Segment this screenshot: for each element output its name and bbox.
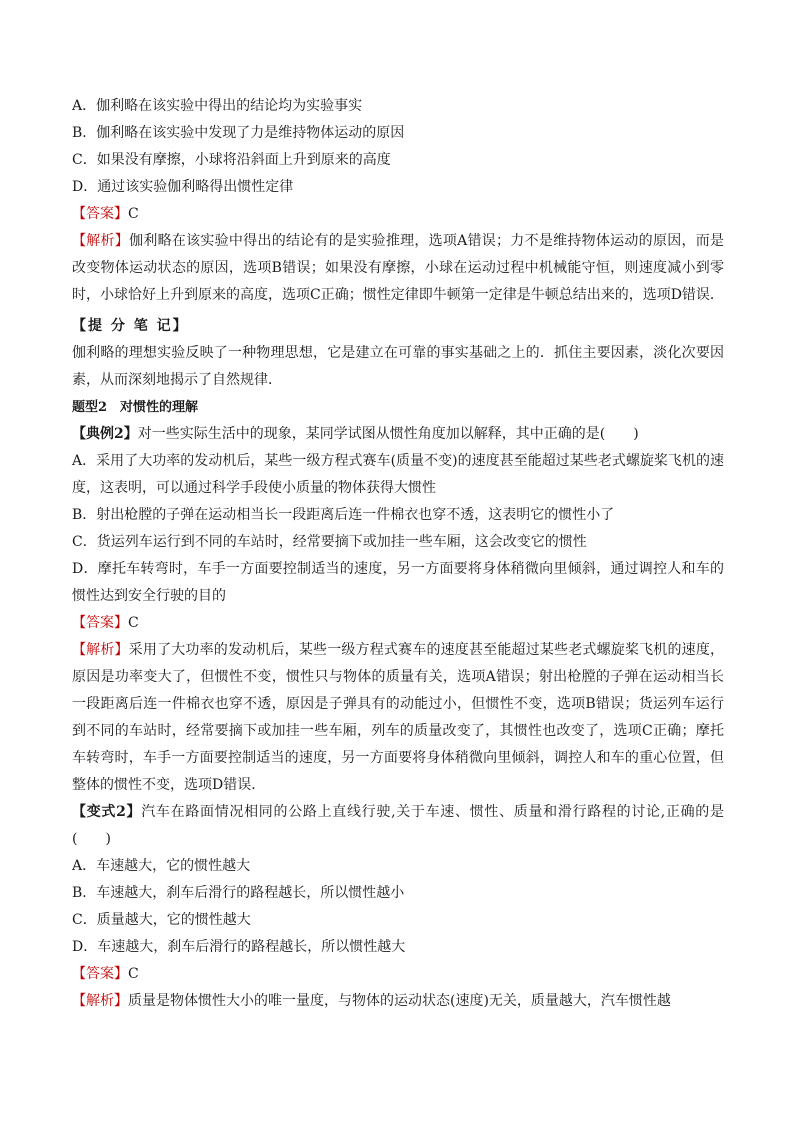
document-page xyxy=(72,93,724,1015)
example2-stem xyxy=(72,421,724,448)
notes-text: 伽利略的理想实验反映了一种物理思想，它是建立在可靠的事实基础之上的．抓住主要因素，淡化次要因素，从而深刻地揭示了自然规律． xyxy=(72,345,724,388)
variant2-option-b: B．车速越大，刹车后滑行的路程越长，所以惯性越小 xyxy=(72,885,405,901)
variant2-option-c: C．质量越大，它的惯性越大 xyxy=(72,912,251,928)
example2-option-b: B．射出枪膛的子弹在运动相当长一段距离后连一件棉衣也穿不透，这表明它的惯性小了 xyxy=(72,507,615,523)
variant2-option-d: D．车速越大，刹车后滑行的路程越长，所以惯性越大 xyxy=(72,939,406,955)
variant2-answer-value: C xyxy=(128,966,139,982)
example2-option-d: D．摩托车转弯时，车手一方面要控制适当的速度，另一方面要将身体稍微向里倾斜，通过调控人和车的惯性达到安全行驶的目的 xyxy=(72,561,724,604)
q1-analysis-label: 【解析】 xyxy=(72,233,130,249)
q1-option-d: D．通过该实验伽利略得出惯性定律 xyxy=(72,179,294,195)
variant2-analysis xyxy=(72,988,724,1015)
q1-option-c: C．如果没有摩擦，小球将沿斜面上升到原来的高度 xyxy=(72,152,391,168)
notes-heading: 【提 分 笔 记】 xyxy=(72,318,189,334)
example2-label: 【典例2】 xyxy=(72,426,138,442)
variant2-stem xyxy=(72,799,724,853)
variant2-answer xyxy=(72,961,724,988)
variant2-stem-text: 汽车在路面情况相同的公路上直线行驶,关于车速、惯性、质量和滑行路程的讨论,正确的是( ) xyxy=(72,804,724,847)
variant2-option-a: A．车速越大，它的惯性越大 xyxy=(72,858,251,874)
example2-option-a: A．采用了大功率的发动机后，某些一级方程式赛车(质量不变)的速度甚至能超过某些老式螺旋桨飞机的速度，这表明，可以通过科学手段使小质量的物体获得大惯性 xyxy=(72,453,724,496)
example2-answer xyxy=(72,610,724,637)
q1-option-a: A．伽利略在该实验中得出的结论均为实验事实 xyxy=(72,98,363,114)
section-2-title: 题型2 对惯性的理解 xyxy=(72,400,199,415)
example2-option-c: C．货运列车运行到不同的车站时，经常要摘下或加挂一些车厢，这会改变它的惯性 xyxy=(72,534,587,550)
example2-answer-value: C xyxy=(128,615,139,631)
q1-answer-value: C xyxy=(128,206,139,222)
variant2-label: 【变式2】 xyxy=(72,804,142,820)
example2-analysis-label: 【解析】 xyxy=(72,642,129,658)
example2-analysis-text: 采用了大功率的发动机后，某些一级方程式赛车的速度甚至能超过某些老式螺旋桨飞机的速度，原因是功率变大了，但惯性不变，惯性只与物体的质量有关，选项A错误；射出枪膛的子弹在运动相当长一段距离后连一件棉衣也穿不透，原因是子弹具有的动能过小，但惯性不变，选项B错误；货运列车运行到不同的车站时，经常要摘下或加挂一些车厢，列车的质量改变了，其惯性也改变了，选项C正确；摩托车转弯时，车手一方面要控制适当的速度，另一方面要将身体稍微向里倾斜，调控人和车的重心位置，但整体的惯性不变，选项D错误． xyxy=(72,642,725,793)
example2-stem-text: 对一些实际生活中的现象，某同学试图从惯性角度加以解释，其中正确的是( ) xyxy=(137,426,639,442)
q1-analysis xyxy=(72,228,724,309)
variant2-analysis-text: 质量是物体惯性大小的唯一量度，与物体的运动状态(速度)无关，质量越大，汽车惯性越 xyxy=(128,993,671,1009)
q1-answer xyxy=(72,201,724,228)
q1-option-b: B．伽利略在该实验中发现了力是维持物体运动的原因 xyxy=(72,125,405,141)
variant2-analysis-label: 【解析】 xyxy=(72,993,128,1009)
example2-analysis xyxy=(72,637,724,799)
example2-answer-label: 【答案】 xyxy=(72,615,128,631)
q1-analysis-text: 伽利略在该实验中得出的结论有的是实验推理，选项A错误；力不是维持物体运动的原因，而是改变物体运动状态的原因，选项B错误；如果没有摩擦，小球在运动过程中机械能守恒，则速度减小到零时，小球恰好上升到原来的高度，选项C正确；惯性定律即牛顿第一定律是牛顿总结出来的，选项D错误． xyxy=(72,233,725,303)
q1-answer-label: 【答案】 xyxy=(72,206,128,222)
variant2-answer-label: 【答案】 xyxy=(72,966,128,982)
